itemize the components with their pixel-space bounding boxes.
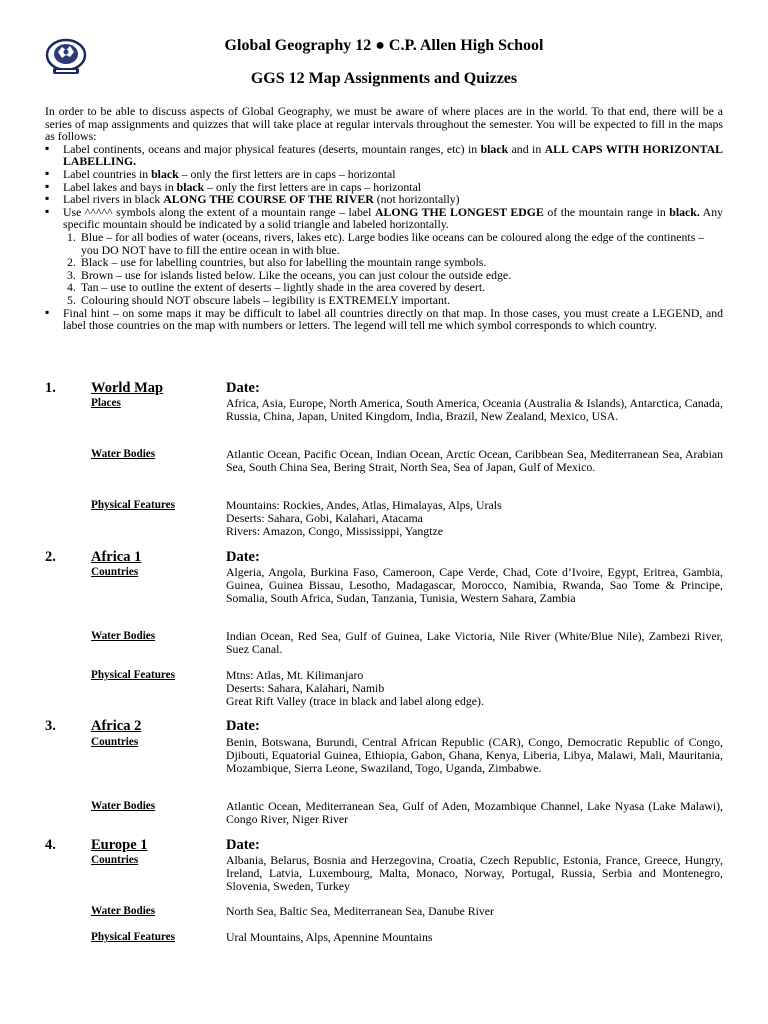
- row-text: Mountains: Rockies, Andes, Atlas, Himalayas, Alps, Urals Deserts: Sahara, Gobi, Kalahari, Atacama Rivers: Amazon, Congo, Mississippi, Yangtze: [226, 498, 502, 538]
- row-label: Countries: [91, 736, 139, 748]
- row-label: Water Bodies: [91, 448, 156, 460]
- row-text: Benin, Botswana, Burundi, Central African Republic (CAR), Congo, Democratic Republic of Congo, Djibouti, Equatorial Guinea, Ethiopia, Gabon, Ghana, Kenya, Liberia, Libya, Malawi, Mali, Mauritania, Mozambique, Sierra Leone, Swaziland, Togo, Uganda, Zimbabwe.: [226, 735, 723, 775]
- row-label: Physical Features: [91, 669, 175, 681]
- row-label: Physical Features: [91, 931, 175, 943]
- row-text: Africa, Asia, Europe, North America, South America, Oceania (Australia & Islands), Antarctica, Canada, Russia, China, Japan, United Kingdom, India, Brazil, New Zealand, Mexico, USA.: [226, 396, 723, 423]
- row-text: Albania, Belarus, Bosnia and Herzegovina, Croatia, Czech Republic, Estonia, France, Greece, Hungry, Ireland, Latvia, Luxembourg, Malta, Monaco, Norway, Portugal, Russia, Serbia and Montenegro, Slovenia, Sweden, Turkey: [226, 853, 723, 893]
- row-text: Mtns: Atlas, Mt. Kilimanjaro Deserts: Sahara, Kalahari, Namib Great Rift Valley (trace in black and label along edge).: [226, 668, 484, 708]
- instructions: [45, 105, 723, 332]
- date-label: Date:: [226, 718, 260, 734]
- final-hint: ▪ Final hint – on some maps it may be difficult to label all countries directly on that map. In those cases, you must create a LEGEND, and label those countries on the map with numbers or letters. The legend will tell me which symbol corresponds to which country.: [45, 307, 723, 332]
- row-text: Indian Ocean, Red Sea, Gulf of Guinea, Lake Victoria, Nile River (White/Blue Nile), Zambezi River, Suez Canal.: [226, 629, 723, 656]
- final-hint-list: [45, 307, 723, 332]
- instruction-item: ▪ Label lakes and bays in black – only the first letters are in caps – horizontal: [45, 181, 723, 194]
- row-label: Water Bodies: [91, 800, 156, 812]
- row-label: Water Bodies: [91, 905, 156, 917]
- row-label: Places: [91, 397, 121, 409]
- colour-rule: 5. Colouring should NOT obscure labels – legibility is EXTREMELY important.: [67, 292, 451, 307]
- section-number: 3.: [45, 718, 56, 734]
- colour-rule: 1. Blue – for all bodies of water (oceans, rivers, lakes etc). Large bodies like oceans can be coloured along the edge of the continents – you DO NOT have to fill the entire ocean in with blue.: [67, 229, 705, 257]
- colour-rules-list: [45, 231, 723, 307]
- date-label: Date:: [226, 837, 260, 853]
- row-label: Physical Features: [91, 499, 175, 511]
- section-number: 1.: [45, 380, 56, 396]
- row-text: Atlantic Ocean, Pacific Ocean, Indian Ocean, Arctic Ocean, Caribbean Sea, Mediterranean Sea, Arabian Sea, South China Sea, Bering Strait, North Sea, Sea of Japan, Gulf of Mexico.: [226, 447, 723, 474]
- colour-rule: 2. Black – use for labelling countries, but also for labelling the mountain range symbols.: [67, 255, 487, 270]
- row-text: Atlantic Ocean, Mediterranean Sea, Gulf of Aden, Mozambique Channel, Lake Nyasa (Lake Malawi), Congo River, Niger River: [226, 799, 723, 826]
- section-number: 4.: [45, 837, 56, 853]
- intro-paragraph: In order to be able to discuss aspects of Global Geography, we must be aware of where places are in the world. To that end, there will be a series of map assignments and quizzes that will take place at regular intervals throughout the semester. You will be expected to fill in the maps as follows:: [45, 104, 723, 144]
- row-label: Countries: [91, 566, 139, 578]
- row-label: Water Bodies: [91, 630, 156, 642]
- instruction-list: [45, 143, 723, 231]
- document-subtitle: GGS 12 Map Assignments and Quizzes: [250, 70, 518, 87]
- document-title: Global Geography 12 ● C.P. Allen High School: [224, 37, 544, 54]
- row-text: Algeria, Angola, Burkina Faso, Cameroon, Cape Verde, Chad, Cote d’Ivoire, Egypt, Eritrea, Gambia, Guinea, Guinea Bissau, Lesotho, Madagascar, Morocco, Namibia, Rwanda, Sao Tome & Principe, Somalia, South Africa, Sudan, Tanzania, Tunisia, Western Sahara, Zambia: [226, 565, 723, 605]
- row-label: Countries: [91, 854, 139, 866]
- section-title: Europe 1: [91, 837, 148, 853]
- instruction-item: ▪ Use ^^^^^ symbols along the extent of a mountain range – label ALONG THE LONGEST EDGE of the mountain range in black. Any specific mountain should be indicated by a solid triangle and labeled horizontally.: [45, 206, 723, 231]
- section-title: World Map: [91, 380, 164, 396]
- instruction-item: ▪ Label rivers in black ALONG THE COURSE OF THE RIVER (not horizontally): [45, 193, 723, 206]
- section-number: 2.: [45, 549, 56, 565]
- colour-rule: 3. Brown – use for islands listed below. Like the oceans, you can just colour the outside edge.: [67, 267, 512, 282]
- date-label: Date:: [226, 380, 260, 396]
- instruction-item: ▪ Label continents, oceans and major physical features (deserts, mountain ranges, etc) in black and in ALL CAPS WITH HORIZONTAL LABELLING.: [45, 143, 723, 168]
- date-label: Date:: [226, 549, 260, 565]
- row-text: Ural Mountains, Alps, Apennine Mountains: [226, 930, 433, 944]
- section-title: Africa 1: [91, 549, 142, 565]
- section-title: Africa 2: [91, 718, 142, 734]
- colour-rule: 4. Tan – use to outline the extent of deserts – lightly shade in the area covered by desert.: [67, 280, 486, 295]
- row-text: North Sea, Baltic Sea, Mediterranean Sea, Danube River: [226, 904, 494, 918]
- instruction-item: ▪ Label countries in black – only the first letters are in caps – horizontal: [45, 168, 723, 181]
